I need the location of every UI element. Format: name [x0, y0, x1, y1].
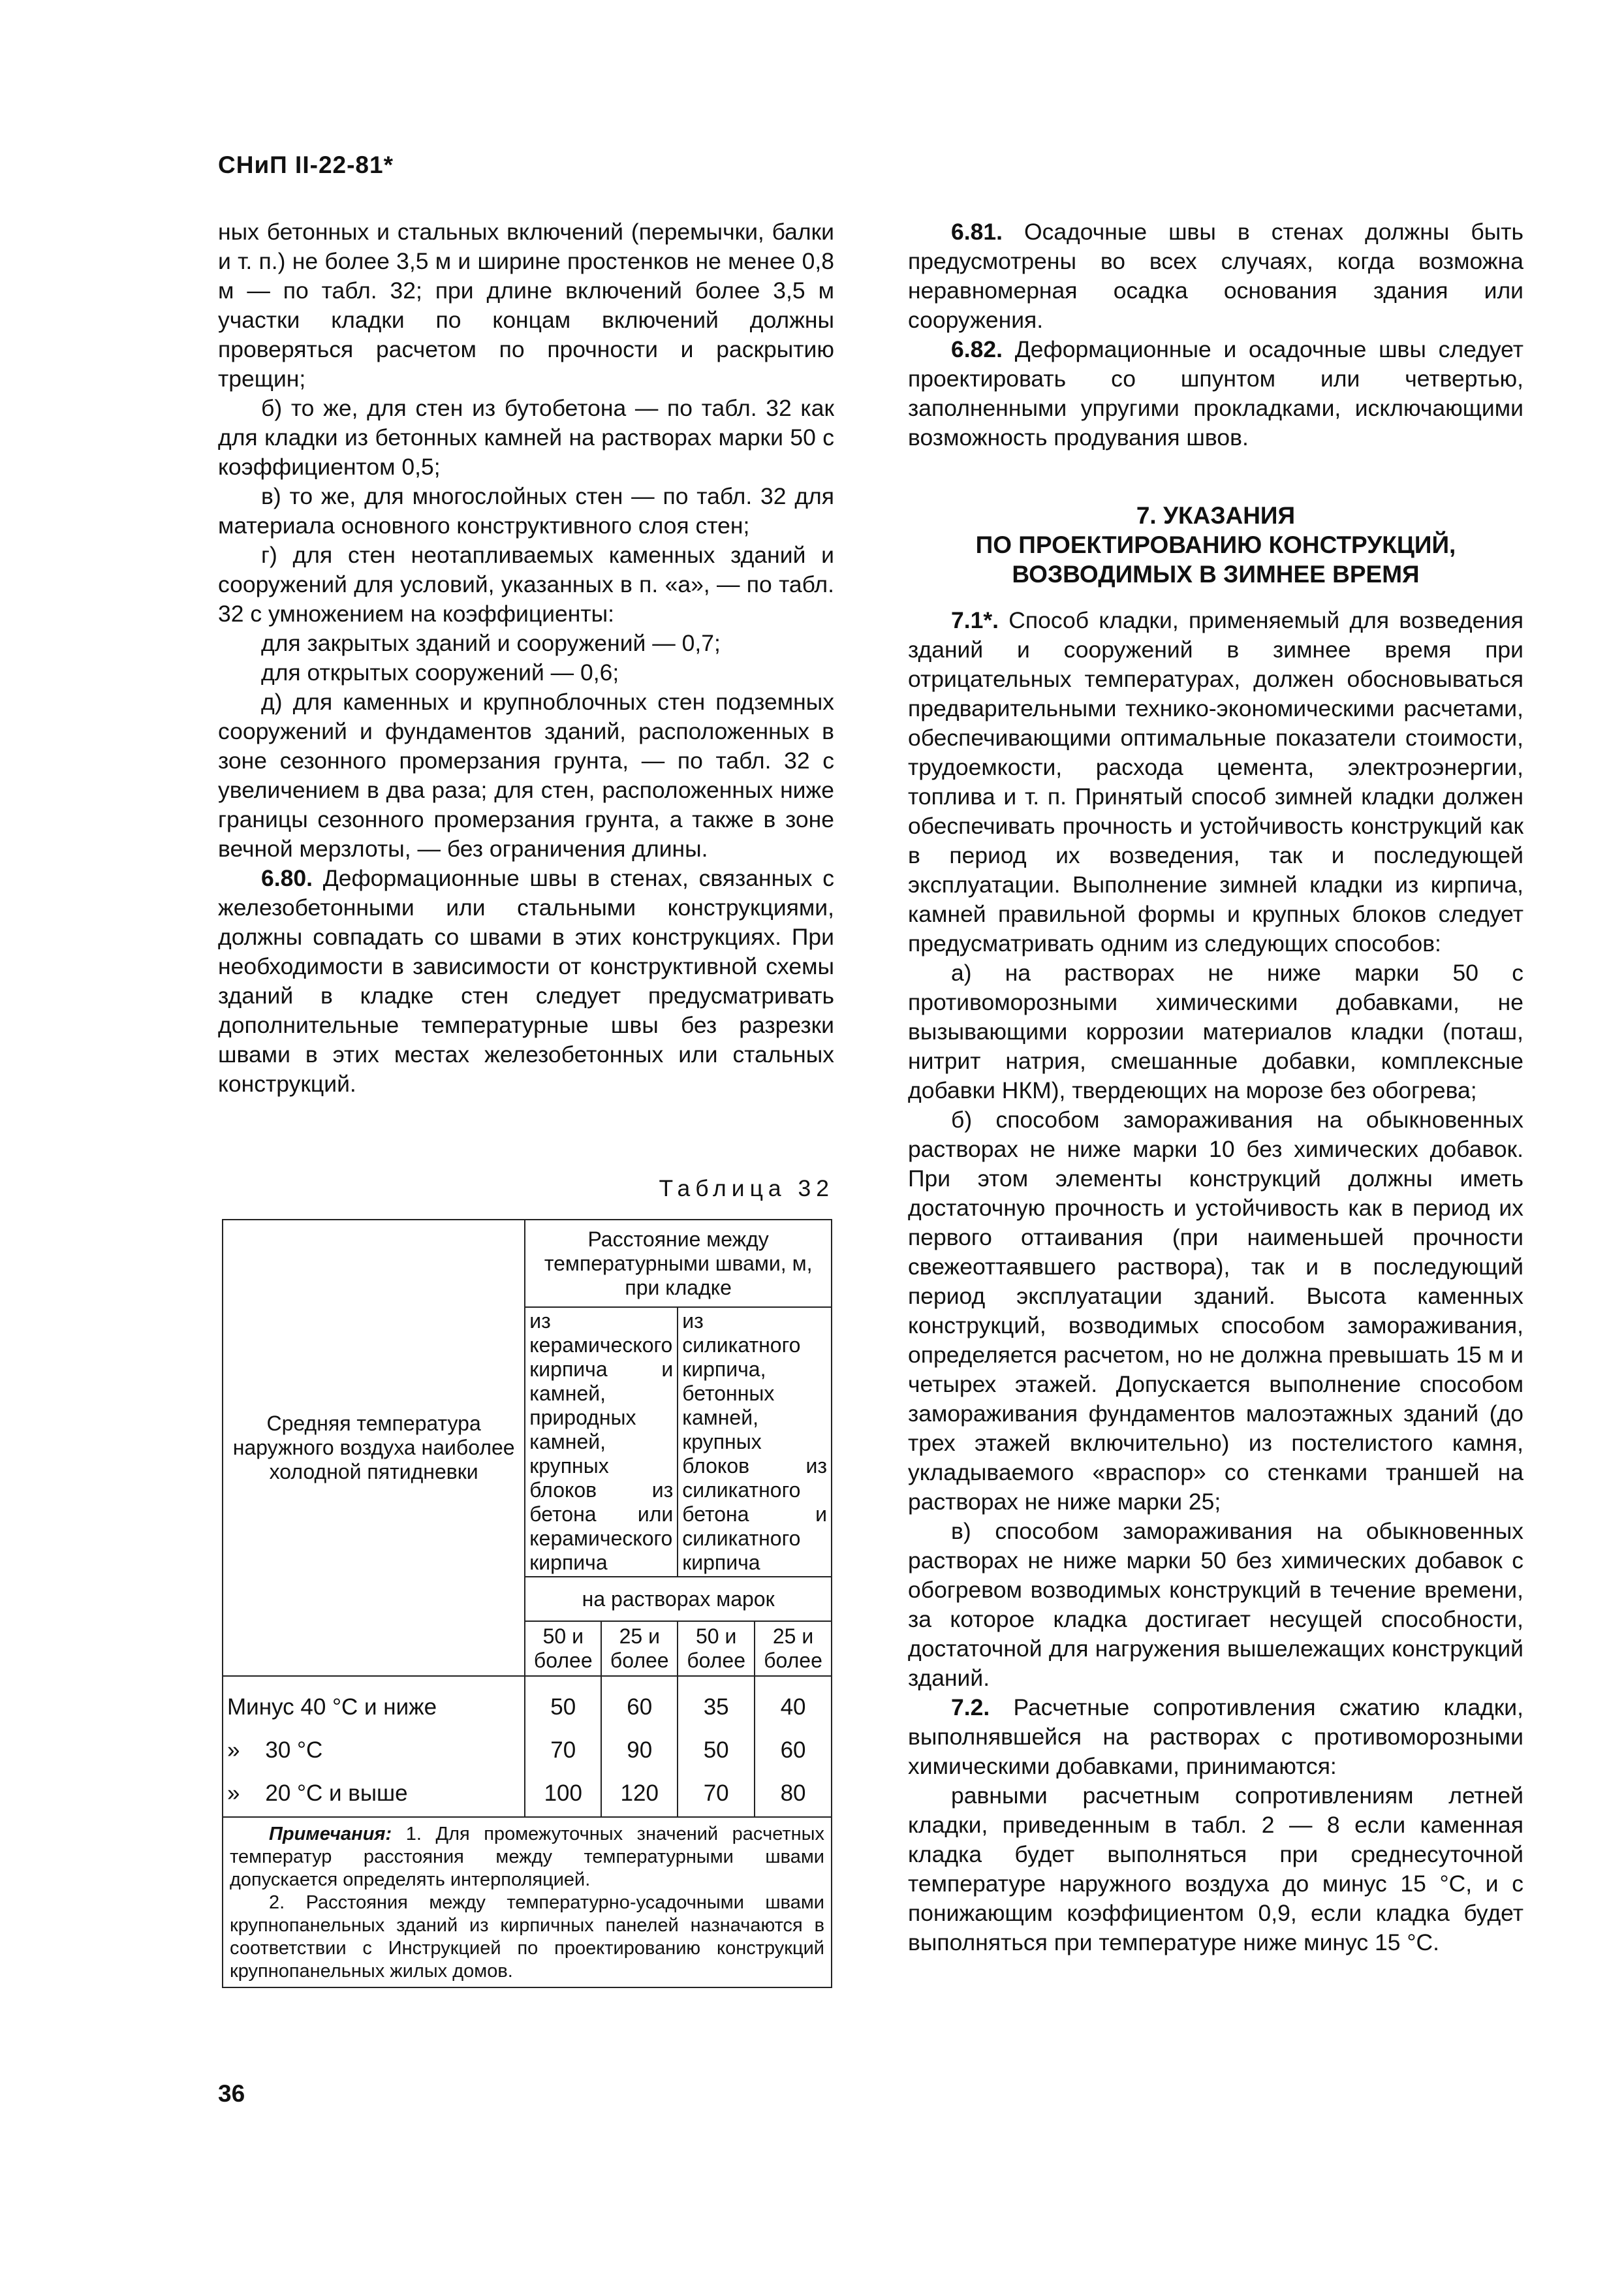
- clause-number: 7.2.: [951, 1694, 990, 1720]
- page-number: 36: [218, 2080, 245, 2107]
- heading-line: ВОЗВОДИМЫХ В ЗИМНЕЕ ВРЕМЯ: [1012, 561, 1420, 588]
- temperature-labels-cell: [223, 1676, 525, 1817]
- value-cell: 80: [780, 1780, 806, 1806]
- heading-line: ПО ПРОЕКТИРОВАНИЮ КОНСТРУКЦИЙ,: [975, 531, 1456, 558]
- clause-number: 6.81.: [951, 219, 1003, 245]
- paragraph: для закрытых зданий и сооружений — 0,7;: [261, 630, 721, 656]
- left-column: [218, 217, 834, 1099]
- paragraph: в) способом замораживания на обыкновенных растворах не ниже марки 50 без химических добавок с обогревом возводимых конструкций в течение времени, за которое кладка достигает несущей способности, достаточной для нагружения вышележащих конструкций зданий.: [908, 1518, 1523, 1691]
- clause-text: Деформационные швы в стенах, связанных с железобетонными или стальными конструкциями, должны совпадать со швами в этих конструкциях. При необходимости в зависимости от конструктивной схемы зданий в кладке стен следует предусматривать дополнительные температурные швы без разрезки швами в этих местах железобетонных или стальных конструкций.: [218, 865, 834, 1097]
- value-column: [601, 1676, 678, 1817]
- clause-number: 7.1*.: [951, 607, 999, 633]
- table-caption: Таблица 32: [659, 1175, 834, 1201]
- paragraph: б) способом замораживания на обыкновенных растворах не ниже марки 10 без химических добавок. При этом элементы конструкций должны иметь достаточную прочность и устойчивость как в период их первого оттаивания (при наименьшей прочности свежеоттаявшего раствора), так и в последующий период эксплуатации зданий. Высота каменных конструкций, возводимых способом замораживания, определяется расчетом, но не должна превышать 15 м и четырех этажей. Допускается выполнение способом замораживания фундаментов малоэтажных зданий (до трех этажей включительно) из постелистого камня, укладываемого «враспор» со стенками траншей на растворах не ниже марки 25;: [908, 1107, 1523, 1515]
- group-header-cell: Расстояние между температурными швами, м, при кладке: [525, 1220, 832, 1307]
- paragraph-7-2: [908, 1693, 1523, 1781]
- heading-line: 7. УКАЗАНИЯ: [1136, 502, 1296, 529]
- table-32: [222, 1219, 832, 1988]
- mortar-header-cell: на растворах марок: [525, 1577, 832, 1621]
- value-cell: 100: [544, 1780, 582, 1806]
- clause-number: 6.80.: [261, 865, 313, 891]
- value-cell: 35: [703, 1694, 729, 1720]
- grade-cell: 50 и более: [525, 1621, 601, 1676]
- section-heading: [908, 501, 1523, 589]
- row-label: Минус 40 °С и ниже: [227, 1694, 437, 1720]
- value-cell: 50: [550, 1694, 576, 1720]
- table-notes: [223, 1817, 832, 1987]
- paragraph: ных бетонных и стальных включений (перемычки, балки и т. п.) не более 3,5 м и ширине простенков не менее 0,8 м — по табл. 32; при длине включений более 3,5 м участки кладки по концам включений должны проверяться расчетом по прочности и раскрытию трещин;: [218, 219, 834, 392]
- value-cell: 40: [780, 1694, 806, 1720]
- paragraph-7-1: [908, 606, 1523, 958]
- grade-cell: 25 и более: [755, 1621, 832, 1676]
- paragraph: для открытых сооружений — 0,6;: [261, 659, 619, 686]
- clause-text: Осадочные швы в стенах должны быть предусмотрены во всех случаях, когда возможна неравномерная осадка основания здания или сооружения.: [908, 219, 1523, 333]
- note-1: 1. Для промежуточных значений расчетных температур расстояния между температурными швами допускается определять интерполяцией.: [230, 1824, 825, 1890]
- value-cell: 90: [627, 1737, 653, 1763]
- notes-label: Примечания:: [269, 1824, 392, 1844]
- note-2: 2. Расстояния между температурно-усадочными швами крупнопанельных зданий из кирпичных панелей назначаются в соответствии с Инструкцией по проектированию конструкций крупнопанельных жилых домов.: [230, 1892, 824, 1982]
- grade-cell: 50 и более: [678, 1621, 755, 1676]
- paragraph-6-80: [218, 864, 834, 1099]
- value-cell: 60: [627, 1694, 653, 1720]
- right-column: [908, 217, 1523, 1957]
- paragraph-6-81: [908, 217, 1523, 335]
- paragraph: равными расчетным сопротивлениям летней кладки, приведенным в табл. 2 — 8 если каменная кладка будет выполняться при среднесуточной температуре наружного воздуха до минус 15 °С, и с понижающим коэффициентом 0,9, если кладка будет выполняться при температуре ниже минус 15 °С.: [908, 1782, 1523, 1955]
- value-cell: 120: [620, 1780, 659, 1806]
- clause-text: Способ кладки, применяемый для возведения зданий и сооружений в зимнее время при отрицательных температурах, должен обосновываться предварительными технико-экономическими расчетами, обеспечивающими оптимальные показатели стоимости, трудоемкости, расхода цемента, электроэнергии, топлива и т. п. Принятый способ зимней кладки должен обеспечивать прочность и устойчивость конструкций как в период их возведения, так и последующей эксплуатации. Выполнение зимней кладки из кирпича, камней правильной формы и крупных блоков следует предусматривать одним из следующих способов:: [908, 607, 1523, 957]
- value-column: [525, 1676, 601, 1817]
- value-cell: 60: [780, 1737, 806, 1763]
- value-column: [755, 1676, 832, 1817]
- paragraph: г) для стен неотапливаемых каменных зданий и сооружений для условий, указанных в п. «а», — по табл. 32 с умножением на коэффициенты:: [218, 542, 834, 627]
- clause-number: 6.82.: [951, 336, 1003, 362]
- material-ceramic-cell: из керамического кирпича и камней, природных камней, крупных блоков из бетона или керамического кирпича: [525, 1307, 678, 1577]
- document-header: СНиП II-22-81*: [218, 151, 394, 178]
- paragraph: д) для каменных и крупноблочных стен подземных сооружений и фундаментов зданий, расположенных в зоне сезонного промерзания грунта, — по табл. 32 с увеличением в два раза; для стен, расположенных ниже границы сезонного промерзания грунта, а также в зоне вечной мерзлоты, — без ограничения длины.: [218, 689, 834, 862]
- paragraph: в) то же, для многослойных стен — по табл. 32 для материала основного конструктивного слоя стен;: [218, 483, 834, 539]
- material-silicate-cell: из силикатного кирпича, бетонных камней, крупных блоков из силикатного бетона и силикатного кирпича: [678, 1307, 832, 1577]
- value-cell: 70: [703, 1780, 729, 1806]
- row-label: » 30 °С: [227, 1737, 323, 1763]
- row-label: » 20 °С и выше: [227, 1780, 408, 1806]
- grade-cell: 25 и более: [601, 1621, 678, 1676]
- clause-text: Деформационные и осадочные швы следует проектировать со шпунтом или четвертью, заполненными упругими прокладками, исключающими возможность продувания швов.: [908, 336, 1523, 451]
- paragraph-6-82: [908, 335, 1523, 452]
- paragraph: а) на растворах не ниже марки 50 с противоморозными химическими добавками, не вызывающими коррозии материалов кладки (поташ, нитрит натрия, смешанные добавки, комплексные добавки НКМ), твердеющих на морозе без обогрева;: [908, 960, 1523, 1103]
- value-column: [678, 1676, 755, 1817]
- row-header-cell: Средняя температура наружного воздуха наиболее холодной пятидневки: [223, 1220, 525, 1676]
- clause-text: Расчетные сопротивления сжатию кладки, выполнявшейся на растворах с противоморозными химическими добавками, принимаются:: [908, 1694, 1523, 1779]
- paragraph: б) то же, для стен из бутобетона — по табл. 32 как для кладки из бетонных камней на растворах марки 50 с коэффициентом 0,5;: [218, 395, 834, 480]
- value-cell: 70: [550, 1737, 576, 1763]
- value-cell: 50: [703, 1737, 729, 1763]
